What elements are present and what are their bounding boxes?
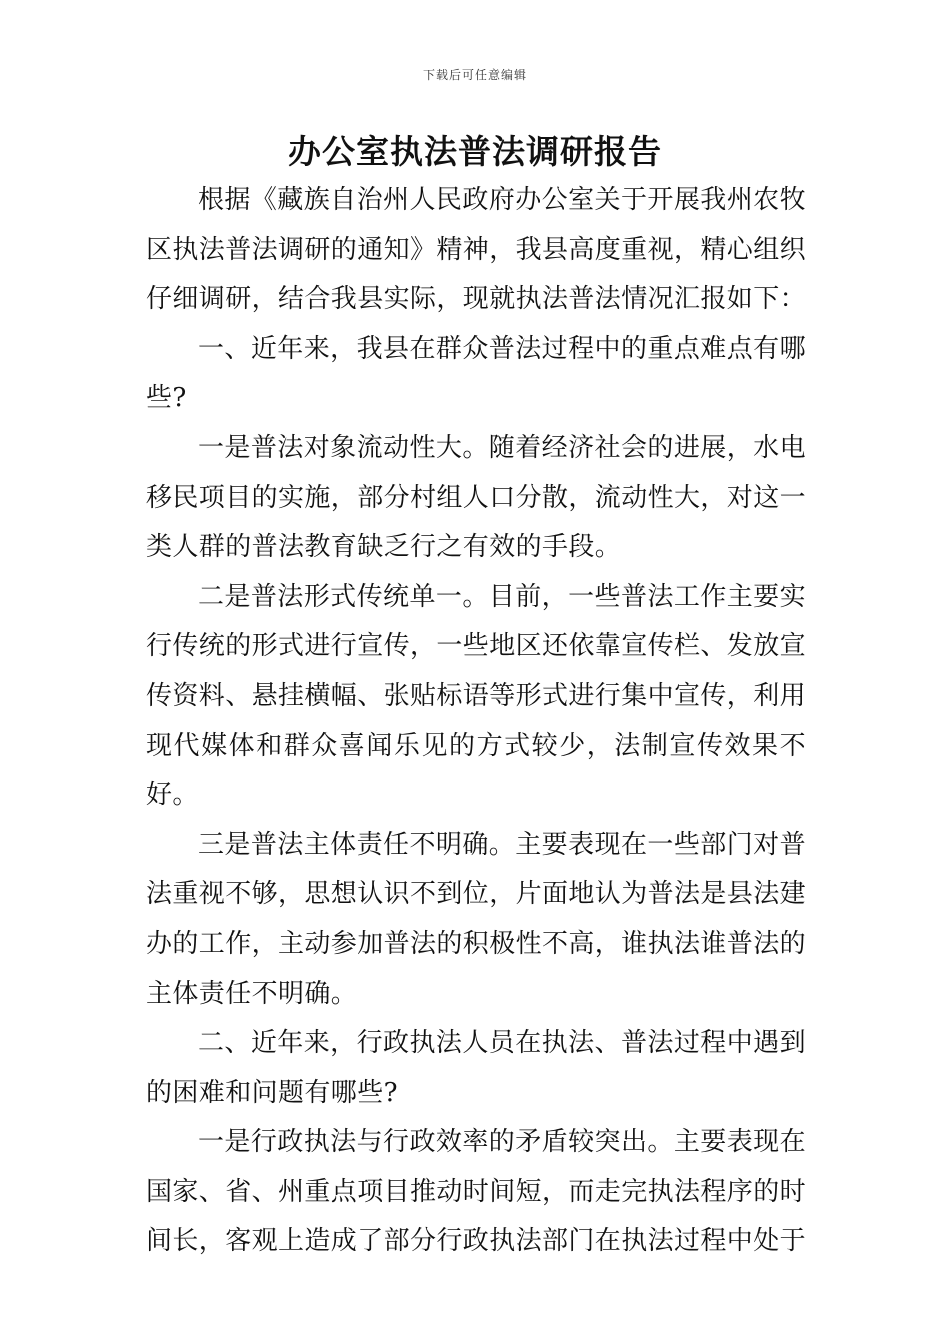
- paragraph-point-2: 二是普法形式传统单一。目前，一些普法工作主要实行传统的形式进行宣传，一些地区还依靠宣传栏、发放宣传资料、悬挂横幅、张贴标语等形式进行集中宣传，利用现代媒体和群众喜闻乐见的方式较少，法制宣传效果不好。: [146, 581, 807, 811]
- paragraph-point-3: 三是普法主体责任不明确。主要表现在一些部门对普法重视不够，思想认识不到位，片面地认为普法是县法建办的工作，主动参加普法的积极性不高，谁执法谁普法的主体责任不明确。: [146, 829, 807, 1009]
- paragraph-section-1-heading: 一、近年来，我县在群众普法过程中的重点难点有哪些?: [146, 333, 806, 414]
- paragraph-section-2-heading: 二、近年来，行政执法人员在执法、普法过程中遇到的困难和问题有哪些?: [146, 1028, 806, 1108]
- paragraph-section-2-point-1: 一是行政执法与行政效率的矛盾较突出。主要表现在国家、省、州重点项目推动时间短，而走完执法程序的时间长，客观上造成了部分行政执法部门在执法过程中处于: [146, 1127, 807, 1257]
- document-title: 办公室执法普法调研报告: [288, 132, 662, 171]
- paragraph-intro: 根据《藏族自治州人民政府办公室关于开展我州农牧区执法普法调研的通知》精神，我县高度重视，精心组织仔细调研，结合我县实际，现就执法普法情况汇报如下：: [146, 185, 807, 315]
- header-note: 下载后可任意编辑: [422, 68, 527, 82]
- paragraph-point-1: 一是普法对象流动性大。随着经济社会的进展，水电移民项目的实施，部分村组人口分散，流动性大，对这一类人群的普法教育缺乏行之有效的手段。: [146, 432, 807, 563]
- document-body: [146, 176, 806, 1267]
